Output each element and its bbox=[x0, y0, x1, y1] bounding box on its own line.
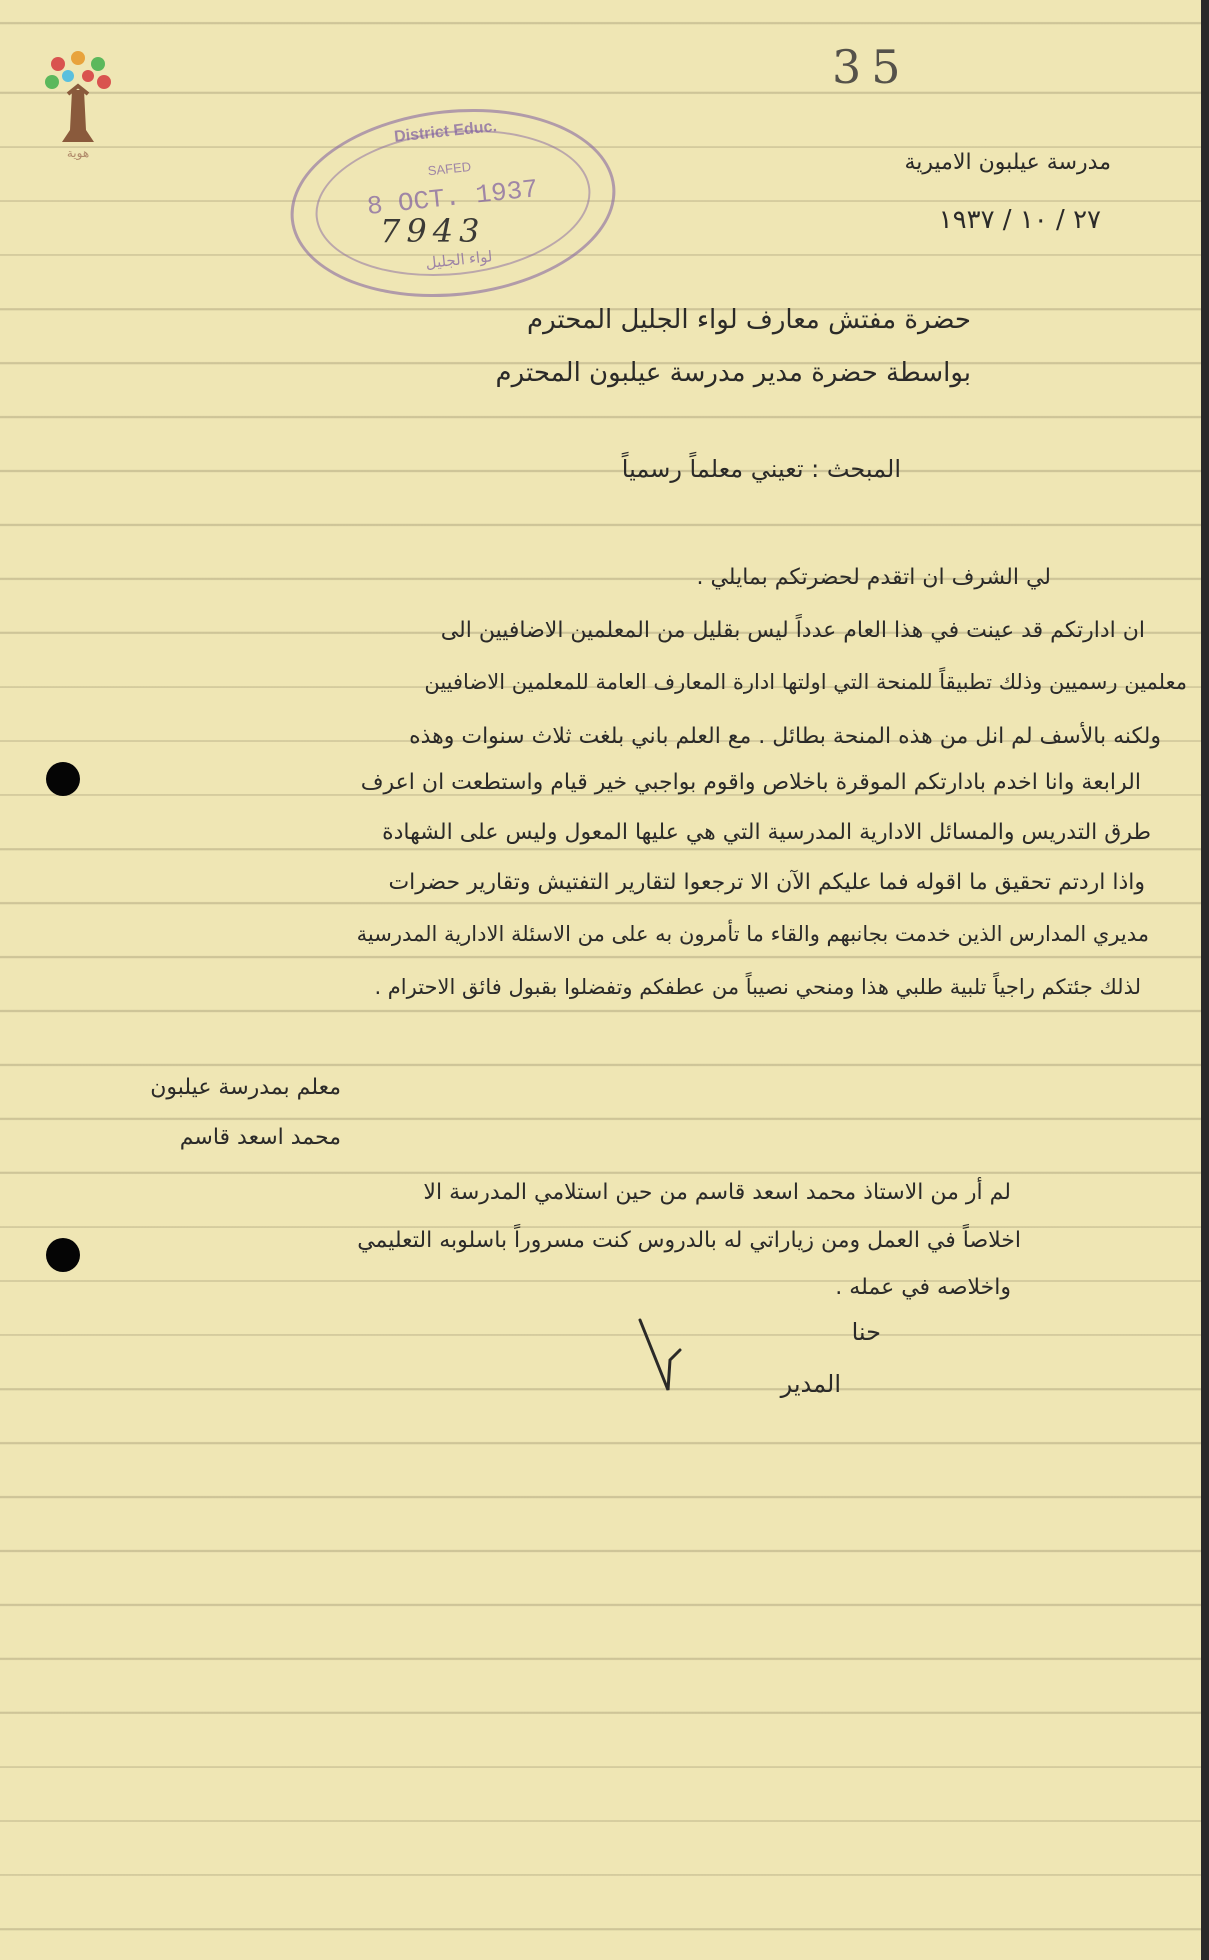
tree-logo-icon bbox=[38, 50, 118, 160]
body-line-1: لي الشرف ان اتقدم لحضرتكم بمايلي . bbox=[696, 565, 1051, 590]
addressee-line-1: حضرة مفتش معارف لواء الجليل المحترم bbox=[526, 305, 971, 335]
body-line-7: واذا اردتم تحقيق ما اقوله فما عليكم الآن الا ترجعوا لتقارير التفتيش وتقارير حضرات bbox=[388, 870, 1145, 895]
archive-logo bbox=[38, 50, 118, 160]
body-line-9: لذلك جئتكم راجياً تلبية طلبي هذا ومنحي نصيباً من عطفكم وتفضلوا بقبول فائق الاحترام . bbox=[374, 975, 1141, 999]
stamp-registration-number: 7943 bbox=[380, 212, 486, 250]
school-name: مدرسة عيلبون الاميرية bbox=[904, 150, 1111, 175]
director-initials: حنا bbox=[851, 1318, 881, 1346]
letter-date: ٢٧ / ١٠ / ١٩٣٧ bbox=[938, 205, 1101, 235]
endorsement-line-2: اخلاصاً في العمل ومن زياراتي له بالدروس كنت مسروراً باسلوبه التعليمي bbox=[357, 1228, 1021, 1253]
endorsement-line-3: واخلاصه في عمله . bbox=[835, 1275, 1011, 1300]
stamp-place: SAFED bbox=[427, 158, 472, 179]
signature-stroke-icon bbox=[620, 1310, 720, 1400]
endorsement-line-1: لم أر من الاستاذ محمد اسعد قاسم من حين استلامي المدرسة الا bbox=[423, 1180, 1011, 1205]
body-line-4: ولكنه بالأسف لم انل من هذه المنحة بطائل . مع العلم باني بلغت ثلاث سنوات وهذه bbox=[409, 724, 1161, 749]
body-line-3: معلمين رسميين وذلك تطبيقاً للمنحة التي اولتها ادارة المعارف العامة للمعلمين الاضافيين bbox=[424, 670, 1187, 694]
punch-hole-top bbox=[46, 762, 80, 796]
body-line-8: مديري المدارس الذين خدمت بجانبهم والقاء ما تأمرون به على من الاسئلة الادارية المدرسية bbox=[356, 922, 1149, 946]
district-education-stamp bbox=[281, 93, 625, 312]
signature-line-1: معلم بمدرسة عيلبون bbox=[150, 1075, 341, 1100]
body-line-5: الرابعة وانا اخدم بادارتكم الموقرة باخلاص واقوم بواجبي خير قيام واستطعت ان اعرف bbox=[360, 770, 1141, 795]
addressee-line-2: بواسطة حضرة مدير مدرسة عيلبون المحترم bbox=[495, 358, 971, 388]
stamp-date: 8 OCT. 1937 bbox=[365, 174, 540, 222]
signature-name: محمد اسعد قاسم bbox=[179, 1125, 341, 1150]
director-title: المدير bbox=[780, 1370, 841, 1398]
punch-hole-bottom bbox=[46, 1238, 80, 1272]
logo-text: هوية bbox=[66, 146, 90, 160]
stamp-bottom-text: لواء الجليل bbox=[424, 248, 494, 273]
page-number: 35 bbox=[832, 40, 911, 94]
stamp-top-text: District Educ. bbox=[393, 118, 498, 146]
letter-subject: المبحث : تعيني معلماً رسمياً bbox=[621, 455, 901, 483]
body-line-2: ان ادارتكم قد عينت في هذا العام عدداً ليس بقليل من المعلمين الاضافيين الى bbox=[440, 618, 1145, 643]
body-line-6: طرق التدريس والمسائل الادارية المدرسية التي هي عليها المعول وليس على الشهادة bbox=[382, 820, 1151, 845]
